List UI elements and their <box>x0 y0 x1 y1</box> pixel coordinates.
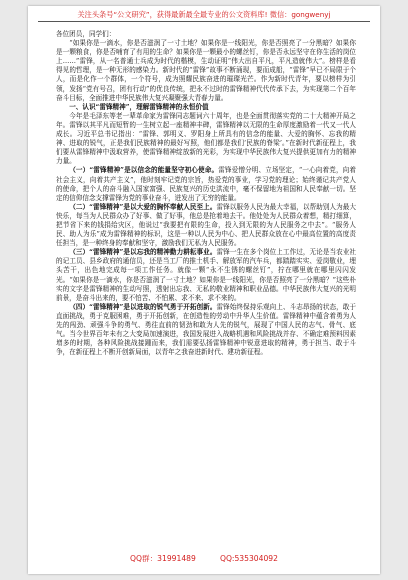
section-1-title: 一、认识“雷锋精神”，理解雷锋精神的永恒价值 <box>69 102 209 111</box>
point-1-text: 雷锋爱憎分明、立场坚定，“一心向着党，向着社会主义，向着共产主义”，他时刻牢记党的宗旨，热爱党的事业，学习党的理论；始终谨记共产党人的使命，把个人的奋斗融入国家富强、民族复兴的历史洪流中，毫不保留地为祖国和人民奉献一切。坚定的信仰信念支撑雷锋为党的事业奋斗，迸发出了无穷的能量。 <box>56 166 356 202</box>
point-3-lead: （三）“雷锋精神”是以忘我的精神勤力耕耘事业。 <box>69 248 217 257</box>
contact-footer: QQ群：31991489 QQ:535304092 <box>130 554 278 563</box>
point-4-paragraph <box>56 303 356 358</box>
intro-paragraph: “如果你是一滴水，你是否滋润了一寸土地？如果你是一线阳光，你是否照亮了一分黑暗？如果你是一颗粮食，你是否哺育了有用的生命？如果你是一颗最小的螺丝钉，你是否永远坚守在你生活的岗位上……”雷锋，从一名普通士兵成为时代的楷模，生动证明“伟大出自平凡，平凡造就伟大”。榜样是看得见的哲理，是一种无形的感染力。新时代的“雷锋”故事不断涌现，要而成船，“雷锋”早已不局限于个人，而是化作一个群体，一个符号，成为照耀民族奋进的璀璨光芒。作为新时代青年，要以榜样为引领，发扬“党有号召，团有行动”的优良传统，把永不过时的雷锋精神代代传承下去，为实现第二个百年奋斗目标，全面推进中华民族伟大复兴凝聚强大青春力量。 <box>56 39 356 102</box>
point-1-lead: （一）“雷锋精神”是以信念的能量坚守初心使命。 <box>69 166 219 175</box>
point-1-paragraph <box>56 166 356 202</box>
point-2-paragraph <box>56 203 356 248</box>
point-4-lead: （四）“雷锋精神”是以进取的锐气勇于开拓创新。 <box>69 302 217 311</box>
section-1-paragraph: 今年是毛泽东等老一辈革命家为雷锋同志题词六十周年，也是全面贯彻落实党的二十大精神开局之年。雷锋以其平凡而短暂的一生树立起一座精神丰碑，雷锋精神以无限的生命厚度激励着一代又一代人成长。习近平总书记指出：“雷锋、郭明义、罗阳身上所具有的信念的能量、大爱的胸怀、忘我的精神、进取的锐气，正是我们民族精神的最好写照，他们都是我们‘民族的脊梁’。”在新时代新征程上，我们要从雷锋精神中汲取营养，使雷锋精神绽放新的光彩，为实现中华民族伟大复兴提供更加有力的精神力量。 <box>56 111 356 166</box>
header-divider <box>38 21 370 22</box>
point-2-text: 雷锋以服务人民为最大幸福，以帮助别人为最大快乐，每当为人民群众办了好事、做了好事，他总是抢着地去干。他处处为人民群众着想，精打细算，把节省下来的钱捐给灾区，他说过“我要把有限的生命，投入到无限的为人民服务之中去”。“服务人民、助人为乐”成为雷锋精神的标识，这是一种以人民为中心、把人民群众放在心中最高位置的高度责任担当，是一种终身的奉献和坚守，激励我们无私为人民服务。 <box>56 202 356 248</box>
point-4-text: 雷锋始终保持乐观向上、斗志昂扬的状态，敢于直面挑战，勇于克服困难，勇于开拓创新，在创造性的劳动中升华人生价值。雷锋精神中蕴含着勇为人先的闯劲、顽强斗争的勇气、勇往直前的韧劲和敢为人先的锐气，展现了中国人民的志气、骨气、底气。当今世界百年未有之大变局加速演进，我国发展进入战略机遇和风险挑战并存、不确定难预料因素增多的时期，各种风险挑战接踵而来，我们需要弘扬雷锋精神中锐意进取的精神，勇于担当、敢于斗争，在新征程上不断开创新局面，以青年之我奋进新时代、建功新征程。 <box>56 302 356 357</box>
promo-banner: 关注头条号“公文研究”，获得最新最全最专业的公文资料库! 微信：gongwenyj <box>77 10 331 19</box>
document-body <box>56 30 356 357</box>
document-page <box>28 6 380 574</box>
point-2-lead: （二）“雷锋精神”是以大爱的胸怀奉献人民至上。 <box>69 202 217 211</box>
greeting: 各位团员，同学们： <box>56 30 116 38</box>
point-3-paragraph <box>56 248 356 303</box>
point-3-text: 雷锋一生在多个岗位上工作过，无论是当农业社的记工员、县乡政府的通信员，还是当工厂的推土机手、解放军的汽车兵，都踏踏实实、爱岗敬业，埋头苦干，出色地完成每一项工作任务。就像一颗“永不生锈的螺丝钉”，拧在哪里就在哪里闪闪发光。“如果你是一滴水，你是否滋润了一寸土地？如果你是一线阳光，你是否照亮了一分黑暗？”这些朴实的文字是雷锋精神的生动写照，透射出忘我、无私的敬业精神和职业品德。中华民族伟大复兴的光明前景，是奋斗出来的，要不怕苦、不怕累、求不来、求不来的。 <box>56 248 356 302</box>
